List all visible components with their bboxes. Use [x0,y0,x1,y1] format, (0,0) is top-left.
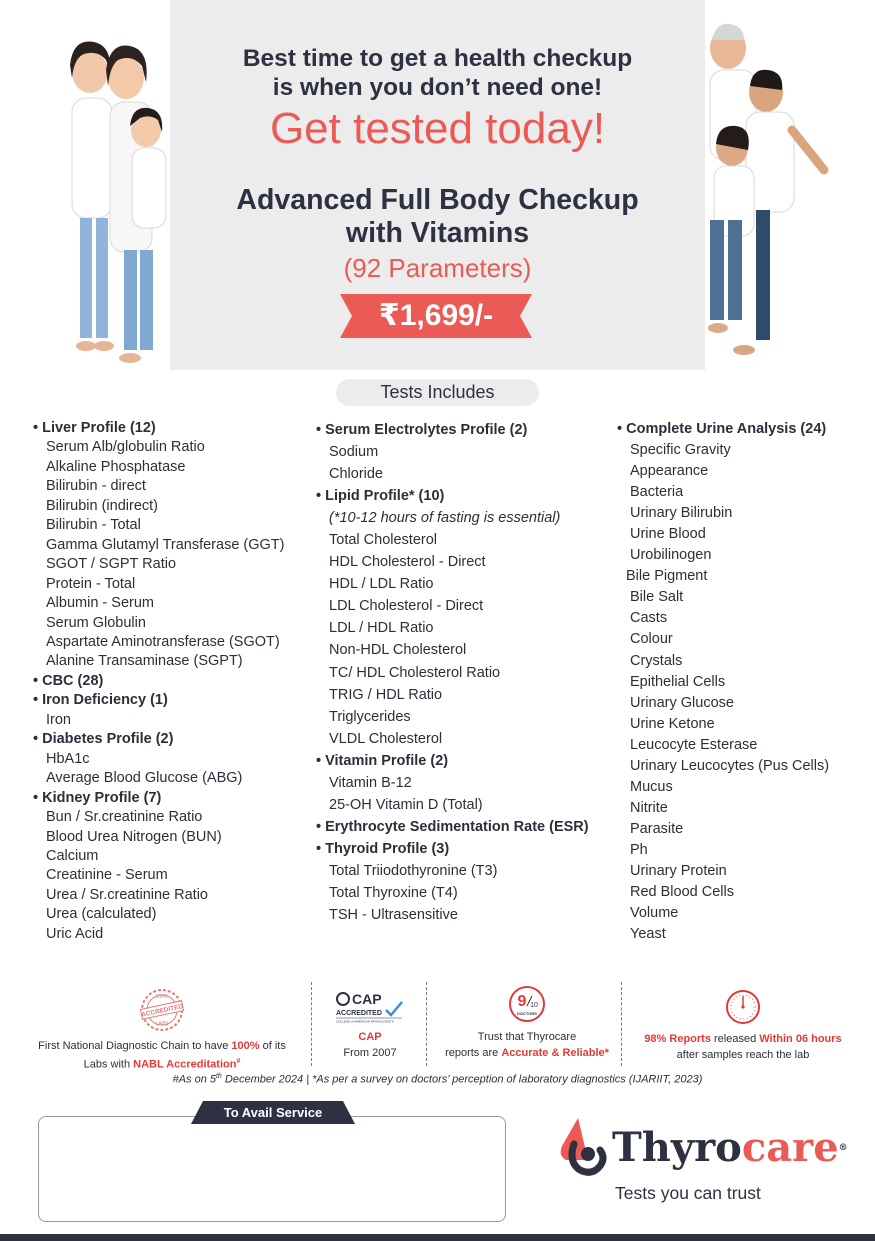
test-item: Total Triiodothyronine (T3) [329,862,498,879]
test-group-heading: • Diabetes Profile (2) [33,730,313,749]
package-title-line-2: with Vitamins [345,217,530,249]
test-item: Bilirubin (indirect) [46,497,159,514]
test-item: TC/ HDL Cholesterol Ratio [329,664,501,681]
family-photo-right [696,10,846,370]
test-item: Average Blood Glucose (ABG) [46,770,243,787]
test-item: Mucus [630,778,673,795]
hero-banner [0,0,875,385]
test-item: Epithelial Cells [630,673,726,690]
test-item: Triglycerides [329,708,411,725]
test-item: Urobilinogen [630,547,712,564]
nabl-accreditation [22,987,302,1077]
divider [311,982,312,1066]
nine-out-of-ten-doctors-icon [507,984,547,1024]
cap-accreditation [318,990,422,1080]
test-item: Urine Ketone [630,715,715,732]
test-item: LDL Cholesterol - Direct [329,598,484,615]
test-item: Sodium [329,444,379,461]
test-item: Bile Salt [630,589,684,606]
test-item: Creatinine - Serum [46,867,168,884]
footnote: #As on 5th December 2024 | *As per a survey on doctors’ perception of laboratory diagnostics (IJARIIT, 2023) [172,1073,703,1086]
test-group-heading: • Kidney Profile (7) [33,789,313,808]
test-item: Ph [630,841,648,858]
test-item: TSH - Ultrasensitive [329,907,458,924]
test-item: Albumin - Serum [46,595,154,612]
test-note: (*10-12 hours of fasting is essential) [329,510,561,527]
test-item: Bilirubin - Total [46,517,141,534]
test-group-heading: • Serum Electrolytes Profile (2) [316,419,616,441]
test-group-heading: • Iron Deficiency (1) [33,691,313,710]
price-tag [340,294,532,338]
test-group-heading: • Thyroid Profile (3) [316,838,616,860]
test-item: Serum Alb/globulin Ratio [46,439,205,456]
tests-column-2 [316,419,616,926]
test-item: HDL / LDL Ratio [329,576,434,593]
test-item: 25-OH Vitamin D (Total) [329,796,483,813]
tagline [170,44,705,102]
test-item: HbA1c [46,750,90,767]
svg-text:DOCTORS: DOCTORS [517,1011,537,1016]
test-item: Urinary Glucose [630,694,734,711]
test-item: Bile Pigment [626,568,708,585]
svg-text:ACCREDITED: ACCREDITED [336,1010,382,1017]
test-item: Total Cholesterol [329,532,437,549]
tagline-line-1: Best time to get a health checkup [242,45,633,72]
test-item: Casts [630,610,668,627]
test-group-heading: • Lipid Profile* (10) [316,485,616,507]
test-item: Colour [630,631,673,648]
stopwatch-icon [724,988,762,1026]
brand-tagline: Tests you can trust [615,1183,761,1203]
doctors-trust [432,984,622,1074]
test-item: Specific Gravity [630,442,731,459]
svg-text:COLLEGE of AMERICAN PATHOLOGIS: COLLEGE of AMERICAN PATHOLOGISTS [336,1019,394,1024]
nabl-text-line-1: First National Diagnostic Chain to have 100% of its [38,1040,286,1052]
test-item: Nitrite [630,799,668,816]
avail-service-label: To Avail Service [223,1105,323,1120]
fast-reports [628,988,858,1078]
test-item: Yeast [630,926,666,943]
cap-since: From 2007 [343,1047,397,1059]
avail-service-tab [191,1101,355,1124]
test-item: Uric Acid [46,925,104,942]
test-item: Aspartate Aminotransferase (SGOT) [46,633,280,650]
test-item: Crystals [630,652,683,669]
divider [426,982,427,1066]
svg-text:10: 10 [530,1002,538,1009]
cta-headline: Get tested today! [269,104,606,153]
test-item: Volume [630,905,679,922]
test-item: TRIG / HDL Ratio [329,686,443,703]
test-item: Blood Urea Nitrogen (BUN) [46,828,222,845]
test-group-heading: • Erythrocyte Sedimentation Rate (ESR) [316,816,616,838]
test-group-heading: • Vitamin Profile (2) [316,750,616,772]
test-item: VLDL Cholesterol [329,730,443,747]
test-item: Bilirubin - direct [46,478,146,495]
test-item: Alkaline Phosphatase [46,458,186,475]
test-item: Calcium [46,847,99,864]
brand-wordmark: Thyrocare® [612,1124,848,1171]
test-item: Alanine Transaminase (SGPT) [46,653,243,670]
price: ₹1,699/- [378,299,494,332]
tests-column-3 [617,419,872,945]
test-item: Leucocyte Esterase [630,736,758,753]
svg-text:9: 9 [517,993,527,1010]
test-item: SGOT / SGPT Ratio [46,556,177,573]
test-item: Urine Blood [630,526,706,543]
test-item: Urea (calculated) [46,906,157,923]
test-item: Appearance [630,463,709,480]
svg-text:100%: 100% [155,994,169,1000]
package-parameters: (92 Parameters) [343,253,532,283]
tagline-line-2: is when you don’t need one! [272,74,603,101]
svg-text:CAP: CAP [352,991,382,1007]
test-item: Chloride [329,466,383,483]
family-photo-left [28,20,178,365]
avail-service-box [38,1116,506,1222]
test-item: Red Blood Cells [630,884,734,901]
thyrocare-flask-logo-icon [558,1116,608,1178]
test-group-heading: • CBC (28) [33,672,313,691]
doctors-text-line-2: reports are Accurate & Reliable* [445,1047,609,1059]
test-item: Non-HDL Cholesterol [329,642,467,659]
test-item: Parasite [630,820,684,837]
svg-text:LABS: LABS [155,1021,169,1027]
accredited-seal-icon [139,987,185,1033]
test-item: Bacteria [630,484,684,501]
test-group-heading: • Complete Urine Analysis (24) [617,419,872,440]
test-item: Urinary Bilirubin [630,505,733,522]
test-item: Vitamin B-12 [329,774,412,791]
test-item: Iron [46,711,71,728]
test-item: HDL Cholesterol - Direct [329,554,486,571]
test-item: Urea / Sr.creatinine Ratio [46,886,208,903]
test-item: Urinary Leucocytes (Pus Cells) [630,757,830,774]
reports-text-line-2: after samples reach the lab [676,1049,810,1061]
test-item: Gamma Glutamyl Transferase (GGT) [46,536,285,553]
tests-heading: Tests Includes [336,379,539,406]
test-item: LDL / HDL Ratio [329,620,434,637]
test-item: Serum Globulin [46,614,146,631]
svg-text:ACCREDITED: ACCREDITED [140,1003,184,1019]
reports-text-line-1: 98% Reports released Within 06 hours [644,1033,842,1045]
test-group-heading: • Liver Profile (12) [33,419,313,438]
bottom-bar [0,1234,875,1241]
package-title [170,184,705,250]
cap-accredited-logo-icon [334,990,406,1024]
package-title-line-1: Advanced Full Body Checkup [236,184,639,216]
headline-panel [170,0,705,370]
nabl-text-line-2: Labs with NABL Accreditation# [83,1058,241,1071]
test-item: Bun / Sr.creatinine Ratio [46,809,203,826]
test-item: Protein - Total [46,575,136,592]
divider [621,982,622,1066]
test-item: Urinary Protein [630,862,727,879]
tests-column-1 [33,419,313,944]
test-item: Total Thyroxine (T4) [329,884,458,901]
doctors-text-line-1: Trust that Thyrocare [477,1031,577,1043]
cap-label: CAP [358,1031,382,1043]
